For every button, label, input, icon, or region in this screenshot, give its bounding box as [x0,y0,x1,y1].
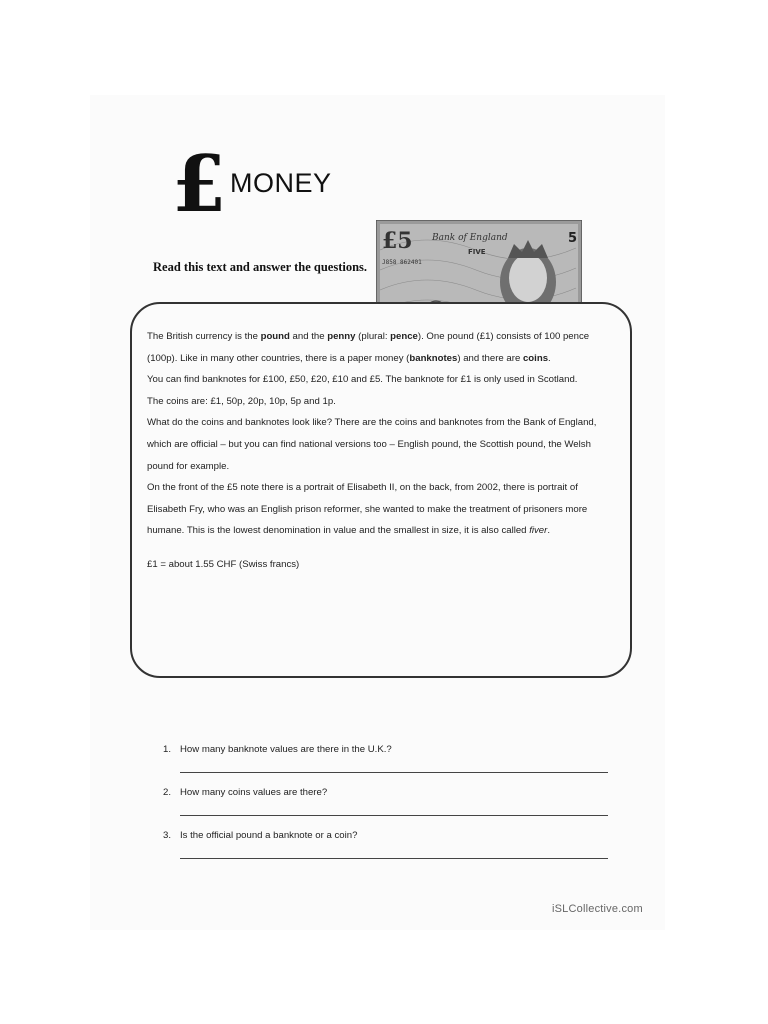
exchange-rate: £1 = about 1.55 CHF (Swiss francs) [147,558,300,570]
question-item [163,740,613,783]
question-number: 1. [163,744,172,755]
question-item [163,826,613,869]
question-item [163,783,613,826]
banknote-value-label: £5 [382,228,413,254]
passage-paragraph-coins: The coins are: £1, 50p, 20p, 10p, 5p and 1p. [147,395,336,407]
banknote-corner-value: 5 [568,231,578,246]
passage-paragraph-fiver: On the front of the £5 note there is a portrait of Elisabeth II, on the back, from 2002, there is portrait of Elisabeth Fry, who was an English prison reformer, she wanted to make the treatment of prisoners more humane. This is the lowest denomination in value and the smallest in size, it is also called fiver. [147,482,588,537]
page-title: MONEY [230,168,332,198]
answer-line[interactable] [180,815,608,816]
banknote-word-value: FIVE [468,248,486,256]
banknote-bank-name: Bank of England [432,233,508,243]
instruction-text: Read this text and answer the questions. [153,260,368,274]
passage-paragraph-currency: The British currency is the pound and the penny (plural: pence). One pound (£1) consists of 100 pence (100p). Like in many other countries, there is a paper money (banknotes) and there are coins. [147,331,590,364]
question-text: How many coins values are there? [180,787,328,798]
question-number: 2. [163,787,172,798]
answer-line[interactable] [180,772,608,773]
passage-paragraph-banknotes: You can find banknotes for £100, £50, £20, £10 and £5. The banknote for £1 is only used in Scotland. [147,374,578,386]
passage-paragraph-versions: What do the coins and banknotes look like? There are the coins and banknotes from the Bank of England, which are official – but you can find national versions too – English pound, the Scottish pound, the Welsh pound for example. [147,417,597,472]
footer-brand: iSLCollective.com [552,903,643,915]
question-number: 3. [163,830,172,841]
pound-sign-logo: £ [172,139,227,230]
question-text: How many banknote values are there in the U.K.? [180,744,392,755]
answer-line[interactable] [180,858,608,859]
questions-list [163,740,613,869]
question-text: Is the official pound a banknote or a coin? [180,830,358,841]
banknote-serial: J858 862401 [382,259,422,266]
reading-passage [147,326,615,576]
